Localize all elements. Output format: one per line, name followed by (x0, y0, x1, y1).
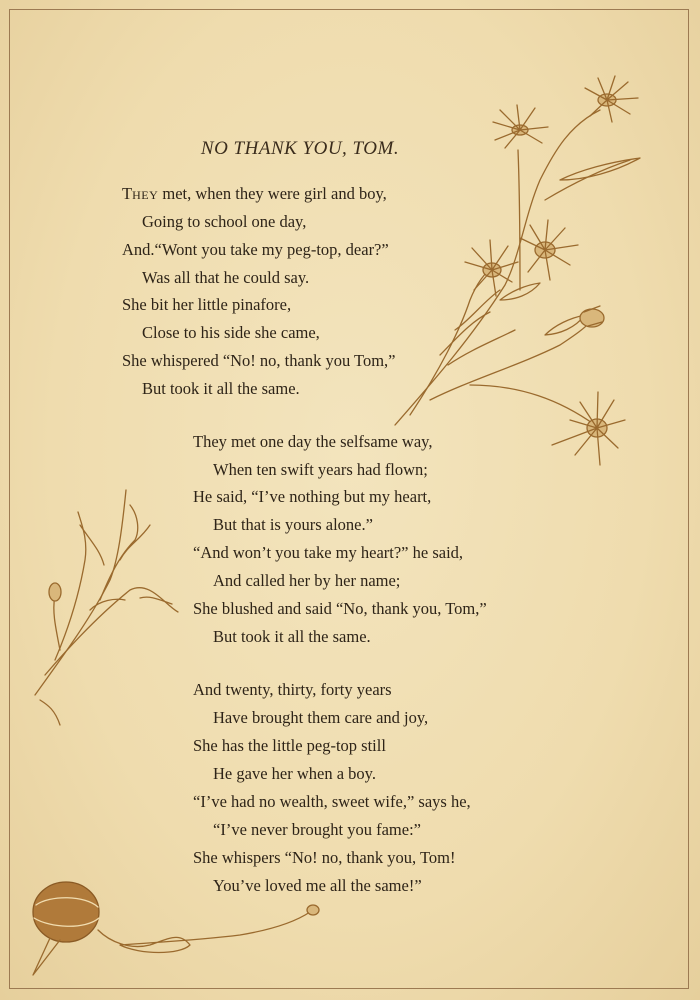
stanza-2-line-4: But that is yours alone.” (213, 515, 373, 534)
stanza-1-line-8: But took it all the same. (142, 379, 300, 398)
stanza-2-line-3: He said, “I’ve nothing but my heart, (193, 487, 432, 506)
stanza-2-line-8: But took it all the same. (213, 627, 371, 646)
stanza-3-line-4: He gave her when a boy. (213, 764, 376, 783)
stanza-3-line-5: “I’ve had no wealth, sweet wife,” says he, (193, 792, 471, 811)
stanza-3-line-3: She has the little peg-top still (193, 736, 386, 755)
stanza-2-line-2: When ten swift years had flown; (213, 460, 428, 479)
stanza-1-line-7: She whispered “No! no, thank you Tom,” (122, 351, 396, 370)
stanza-1-line-4: Was all that he could say. (142, 268, 310, 287)
stanza-3-line-1: And twenty, thirty, forty years (193, 680, 392, 699)
stanza-1-line-3: And.“Wont you take my peg-top, dear?” (122, 240, 389, 259)
stanza-3-line-8: You’ve loved me all the same!” (213, 876, 422, 895)
stanza-2-line-7: She blushed and said “No, thank you, Tom,” (193, 599, 487, 618)
stanza-3-line-7: She whispers “No! no, thank you, Tom! (193, 848, 456, 867)
stanza-1-line-1: THEY met, when they were girl and boy, (122, 184, 387, 203)
stanza-1-line-2: Going to school one day, (142, 212, 307, 231)
stanza-3-line-2: Have brought them care and joy, (213, 708, 429, 727)
stanza-2-line-1: They met one day the selfsame way, (193, 432, 433, 451)
stanza-2-line-5: “And won’t you take my heart?” he said, (193, 543, 464, 562)
stanza-3-line-6: “I’ve never brought you fame:” (213, 820, 421, 839)
stanza-1-line-5: She bit her little pinafore, (122, 295, 292, 314)
stanza-2-line-6: And called her by her name; (213, 571, 401, 590)
poem-title: NO THANK YOU, TOM. (200, 138, 400, 159)
stanza-1-line-6: Close to his side she came, (142, 323, 320, 342)
